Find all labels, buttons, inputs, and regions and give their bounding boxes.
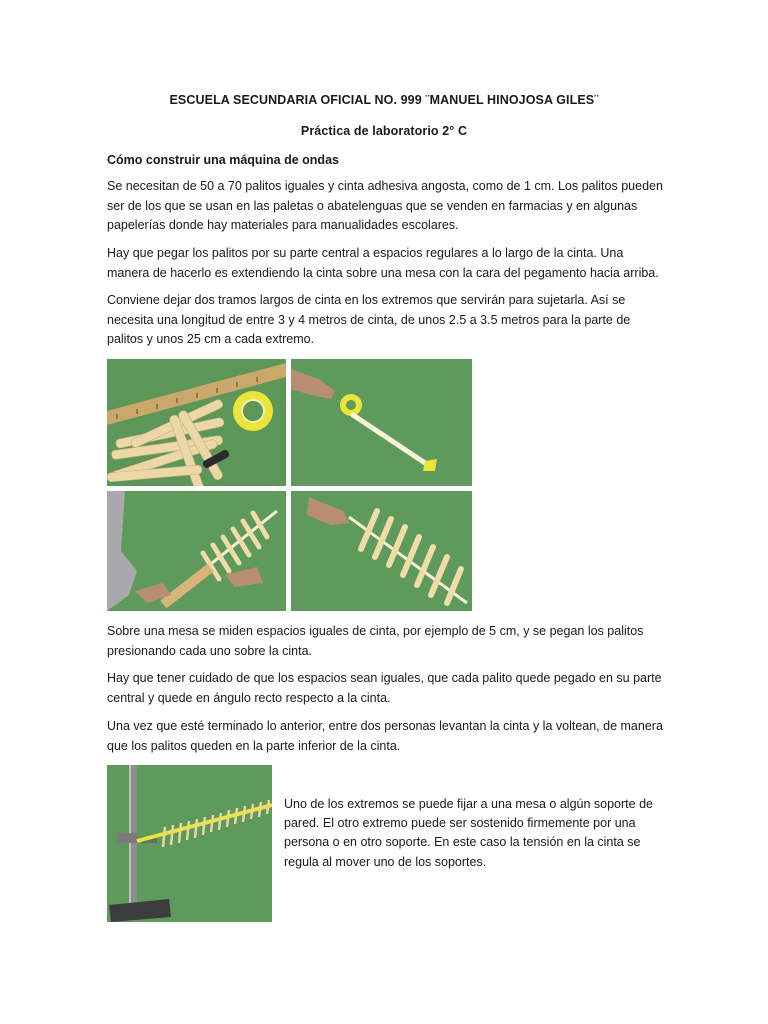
finished-strip-illustration: [291, 491, 472, 611]
materials-illustration: [107, 359, 286, 486]
photo-finished-strip: [291, 491, 472, 611]
paragraph-fix-ends: Uno de los extremos se puede fijar a una mesa o algún soporte de pared. El otro extremo puede ser sostenido firmemente por una persona o en otro soporte. En este caso la tensión en la cinta se regula al mover uno de los soportes.: [284, 797, 653, 869]
unrolling-tape-illustration: [291, 359, 472, 486]
wave-machine-illustration: [107, 765, 272, 922]
school-title: ESCUELA SECUNDARIA OFICIAL NO. 999 ¨MANUEL HINOJOSA GILES¨: [169, 93, 599, 107]
photo-wave-machine-stand: [107, 765, 272, 922]
photo-materials: [107, 359, 286, 486]
photo-gluing-sticks: [107, 491, 286, 611]
paragraph-flip-tape: Una vez que esté terminado lo anterior, entre dos personas levantan la cinta y la voltean, de manera que los palitos queden en la parte inferior de la cinta.: [107, 719, 663, 753]
paragraph-measure-spaces: Sobre una mesa se miden espacios iguales de cinta, por ejemplo de 5 cm, y se pegan los palitos presionando cada uno sobre la cinta.: [107, 624, 644, 658]
gluing-sticks-illustration: [107, 491, 286, 611]
photo-unrolling-tape: [291, 359, 472, 486]
paragraph-glue-sticks: Hay que pegar los palitos por su parte central a espacios regulares a lo largo de la cinta. Una manera de hacerlo es extendiendo la cinta sobre una mesa con la cara del pegamento hacia arriba.: [107, 246, 659, 280]
section-title: Cómo construir una máquina de ondas: [107, 153, 339, 167]
paragraph-equal-spaces: Hay que tener cuidado de que los espacios sean iguales, que cada palito quede pegado en su parte central y quede en ángulo recto respecto a la cinta.: [107, 671, 662, 705]
practice-title: Práctica de laboratorio 2° C: [300, 124, 468, 138]
paragraph-tape-length: Conviene dejar dos tramos largos de cinta en los extremos que servirán para sujetarla. Así se necesita una longitud de entre 3 y 4 metros de cinta, de unos 2.5 a 3.5 metros para la parte de palitos y unos 25 cm a cada extremo.: [107, 293, 631, 346]
paragraph-materials: Se necesitan de 50 a 70 palitos iguales y cinta adhesiva angosta, como de 1 cm. Los palitos pueden ser de los que se usan en las paletas o abatelenguas que se venden en farmacias y en algunas papelerías donde hay materiales para manualidades escolares.: [107, 179, 663, 232]
